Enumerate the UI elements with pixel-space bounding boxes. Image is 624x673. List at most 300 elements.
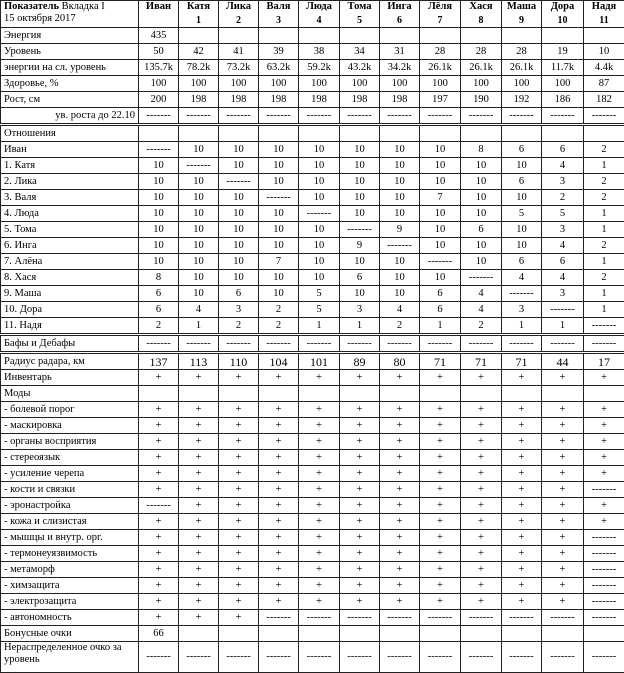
table-cell: + <box>584 418 624 434</box>
table-cell: 10 <box>461 158 502 174</box>
table-cell <box>179 28 219 44</box>
row-label: Радиус радара, км <box>1 353 139 370</box>
column-header <box>584 1 624 28</box>
row-label: Иван <box>1 142 139 158</box>
table-cell: 101 <box>299 353 340 370</box>
table-cell: 186 <box>542 92 584 108</box>
table-cell <box>584 28 624 44</box>
table-cell: 5 <box>299 286 340 302</box>
table-cell: 2 <box>380 318 420 335</box>
table-cell: 10 <box>502 222 542 238</box>
table-cell <box>380 386 420 402</box>
table-cell: ------- <box>542 335 584 353</box>
table-cell: + <box>299 402 340 418</box>
table-cell: + <box>461 578 502 594</box>
table-cell: 104 <box>259 353 299 370</box>
table-cell <box>502 125 542 142</box>
table-cell <box>219 28 259 44</box>
table-cell: 10 <box>299 174 340 190</box>
row-label: Моды <box>1 386 139 402</box>
table-cell: + <box>179 418 219 434</box>
table-cell: + <box>584 498 624 514</box>
table-cell: + <box>259 370 299 386</box>
table-cell: + <box>259 594 299 610</box>
column-header <box>139 1 179 28</box>
table-cell: 10 <box>380 142 420 158</box>
table-cell: ------- <box>502 286 542 302</box>
table-cell: 10 <box>340 190 380 206</box>
table-cell: + <box>219 610 259 626</box>
table-row <box>1 562 624 578</box>
table-cell: + <box>219 594 259 610</box>
table-cell: 2 <box>219 318 259 335</box>
table-row <box>1 353 624 370</box>
table-cell: 1 <box>584 158 624 174</box>
table-cell: 7 <box>259 254 299 270</box>
table-cell <box>179 626 219 642</box>
table-cell <box>584 125 624 142</box>
table-row <box>1 610 624 626</box>
table-row <box>1 546 624 562</box>
table-row <box>1 626 624 642</box>
table-cell: + <box>380 466 420 482</box>
table-cell: + <box>299 498 340 514</box>
table-row <box>1 270 624 286</box>
table-cell: 10 <box>340 142 380 158</box>
table-row <box>1 286 624 302</box>
table-cell: 80 <box>380 353 420 370</box>
table-cell: + <box>340 434 380 450</box>
table-cell: ------- <box>219 108 259 125</box>
table-cell: + <box>219 450 259 466</box>
table-cell <box>542 386 584 402</box>
table-cell: + <box>299 418 340 434</box>
table-cell: 10 <box>259 270 299 286</box>
table-cell: + <box>139 530 179 546</box>
table-cell: ------- <box>219 174 259 190</box>
table-cell: + <box>380 594 420 610</box>
table-cell: + <box>219 578 259 594</box>
table-cell: 10 <box>179 286 219 302</box>
table-cell: 10 <box>139 174 179 190</box>
table-cell: 1 <box>542 318 584 335</box>
table-cell: 10 <box>380 286 420 302</box>
table-cell: + <box>461 498 502 514</box>
table-cell: + <box>542 434 584 450</box>
table-cell: + <box>380 418 420 434</box>
header-title: Показатель <box>4 1 59 12</box>
table-cell <box>340 28 380 44</box>
table-cell: 10 <box>259 238 299 254</box>
table-cell: ------- <box>299 642 340 673</box>
table-cell: + <box>542 562 584 578</box>
table-cell: ------- <box>584 562 624 578</box>
table-cell: + <box>259 434 299 450</box>
table-cell <box>299 28 340 44</box>
table-cell: 10 <box>420 142 461 158</box>
table-cell: + <box>584 402 624 418</box>
table-cell: 10 <box>502 190 542 206</box>
table-cell: 1 <box>340 318 380 335</box>
table-cell: ------- <box>584 482 624 498</box>
row-label: Бафы и Дебафы <box>1 335 139 353</box>
table-cell: 3 <box>340 302 380 318</box>
table-cell: ------- <box>340 222 380 238</box>
table-cell <box>420 626 461 642</box>
table-row <box>1 642 624 673</box>
table-cell: + <box>299 370 340 386</box>
column-name: Хася <box>469 1 492 12</box>
table-cell: + <box>420 594 461 610</box>
table-cell: + <box>179 450 219 466</box>
table-cell: 42 <box>179 44 219 60</box>
table-cell <box>502 626 542 642</box>
column-number: 7 <box>421 15 459 27</box>
table-cell: 10 <box>420 206 461 222</box>
table-cell: + <box>139 370 179 386</box>
table-cell: ------- <box>542 302 584 318</box>
table-row <box>1 174 624 190</box>
row-label: - электрозащита <box>1 594 139 610</box>
table-row <box>1 108 624 125</box>
table-cell: + <box>340 562 380 578</box>
table-cell: 4 <box>380 302 420 318</box>
table-cell: + <box>259 450 299 466</box>
table-cell: 100 <box>420 76 461 92</box>
table-row <box>1 402 624 418</box>
table-cell <box>584 386 624 402</box>
row-label: Энергия <box>1 28 139 44</box>
table-cell: 100 <box>461 76 502 92</box>
table-cell: 2 <box>584 238 624 254</box>
table-cell: + <box>380 434 420 450</box>
table-cell: 78.2k <box>179 60 219 76</box>
table-cell: ------- <box>299 610 340 626</box>
table-cell <box>340 125 380 142</box>
table-cell: ------- <box>542 610 584 626</box>
table-cell: + <box>179 530 219 546</box>
table-cell: 100 <box>542 76 584 92</box>
table-cell: 10 <box>380 190 420 206</box>
table-row <box>1 302 624 318</box>
table-cell: 10 <box>299 222 340 238</box>
table-cell: + <box>259 546 299 562</box>
table-cell: 10 <box>461 206 502 222</box>
table-cell: 4 <box>179 302 219 318</box>
table-row <box>1 578 624 594</box>
table-cell: + <box>340 498 380 514</box>
table-cell: 10 <box>219 270 259 286</box>
table-cell <box>219 125 259 142</box>
table-cell: + <box>461 530 502 546</box>
table-cell: + <box>259 482 299 498</box>
row-label: Здоровье, % <box>1 76 139 92</box>
table-cell: 10 <box>179 270 219 286</box>
table-cell: 71 <box>420 353 461 370</box>
table-cell: + <box>380 402 420 418</box>
table-cell: + <box>219 402 259 418</box>
table-cell: ------- <box>584 610 624 626</box>
column-name: Дора <box>551 1 575 12</box>
table-cell: ------- <box>461 335 502 353</box>
column-name: Лёля <box>428 1 452 12</box>
table-cell: + <box>420 578 461 594</box>
table-cell <box>259 28 299 44</box>
table-cell: 198 <box>340 92 380 108</box>
table-cell: ------- <box>139 642 179 673</box>
table-cell: ------- <box>299 206 340 222</box>
table-cell: ------- <box>502 335 542 353</box>
table-cell: + <box>219 434 259 450</box>
column-number: 4 <box>300 15 338 27</box>
table-cell: + <box>502 530 542 546</box>
table-cell: + <box>420 418 461 434</box>
table-row <box>1 222 624 238</box>
table-cell <box>461 28 502 44</box>
table-cell: + <box>299 434 340 450</box>
table-cell: 59.2k <box>299 60 340 76</box>
row-label: - эронастройка <box>1 498 139 514</box>
table-cell: ------- <box>340 335 380 353</box>
table-cell: ------- <box>380 238 420 254</box>
table-cell: + <box>139 610 179 626</box>
column-name: Лика <box>226 1 251 12</box>
table-cell: 2 <box>259 302 299 318</box>
table-cell: ------- <box>584 335 624 353</box>
column-number: 1 <box>180 15 217 27</box>
table-cell: 1 <box>420 318 461 335</box>
table-row <box>1 450 624 466</box>
table-cell: 44 <box>542 353 584 370</box>
table-cell <box>259 626 299 642</box>
table-cell: + <box>299 594 340 610</box>
table-cell: + <box>340 482 380 498</box>
table-cell: 4 <box>502 270 542 286</box>
row-label: - автономность <box>1 610 139 626</box>
column-name: Катя <box>187 1 210 12</box>
table-cell: + <box>502 482 542 498</box>
column-number: 11 <box>585 15 623 27</box>
table-cell: 113 <box>179 353 219 370</box>
table-cell <box>179 125 219 142</box>
table-cell: + <box>219 530 259 546</box>
table-cell: 10 <box>340 254 380 270</box>
table-cell: 6 <box>502 174 542 190</box>
table-cell: + <box>219 482 259 498</box>
table-row <box>1 370 624 386</box>
table-cell: 10 <box>259 206 299 222</box>
table-cell: ------- <box>420 254 461 270</box>
table-cell: 10 <box>219 190 259 206</box>
table-cell: + <box>340 594 380 610</box>
header-date: 15 октября 2017 <box>4 13 76 24</box>
table-cell: 26.1k <box>502 60 542 76</box>
table-cell: 2 <box>259 318 299 335</box>
table-cell: ------- <box>139 498 179 514</box>
table-cell: + <box>219 466 259 482</box>
row-label: ув. роста до 22.10 <box>1 108 139 125</box>
table-cell: ------- <box>340 610 380 626</box>
column-number: 5 <box>341 15 378 27</box>
table-cell: 100 <box>219 76 259 92</box>
table-cell: 10 <box>139 222 179 238</box>
row-label: Инвентарь <box>1 370 139 386</box>
table-cell: 10 <box>461 238 502 254</box>
table-cell: 6 <box>502 142 542 158</box>
table-cell: ------- <box>259 610 299 626</box>
table-cell: ------- <box>259 642 299 673</box>
table-cell: 10 <box>299 158 340 174</box>
column-header <box>380 1 420 28</box>
table-cell: 3 <box>502 302 542 318</box>
table-cell <box>502 386 542 402</box>
table-cell: + <box>584 434 624 450</box>
table-cell: 2 <box>584 270 624 286</box>
table-cell: ------- <box>139 108 179 125</box>
table-cell: + <box>420 546 461 562</box>
table-cell: + <box>502 418 542 434</box>
table-cell: 71 <box>502 353 542 370</box>
table-cell: + <box>340 514 380 530</box>
table-row <box>1 60 624 76</box>
table-cell: 198 <box>179 92 219 108</box>
table-cell: 10 <box>259 174 299 190</box>
table-cell: 4 <box>542 270 584 286</box>
row-label: энергии на сл. уровень <box>1 60 139 76</box>
table-cell: 10 <box>420 270 461 286</box>
table-cell: ------- <box>179 108 219 125</box>
table-row <box>1 386 624 402</box>
table-cell: + <box>139 466 179 482</box>
table-cell: 100 <box>139 76 179 92</box>
table-cell: ------- <box>179 335 219 353</box>
table-cell <box>542 28 584 44</box>
table-cell: + <box>139 434 179 450</box>
table-cell: + <box>380 482 420 498</box>
table-cell: ------- <box>259 108 299 125</box>
table-cell: + <box>179 402 219 418</box>
table-cell: 26.1k <box>420 60 461 76</box>
row-label: Нераспределенное очко за уровень <box>1 642 139 673</box>
table-cell: ------- <box>584 642 624 673</box>
table-cell: + <box>584 514 624 530</box>
table-cell: 6 <box>461 222 502 238</box>
table-cell: ------- <box>340 642 380 673</box>
row-label: 2. Лика <box>1 174 139 190</box>
column-header <box>259 1 299 28</box>
table-cell: 10 <box>340 286 380 302</box>
table-cell: 63.2k <box>259 60 299 76</box>
table-cell: + <box>461 450 502 466</box>
table-cell: + <box>380 450 420 466</box>
table-cell: 9 <box>380 222 420 238</box>
table-cell: + <box>299 530 340 546</box>
table-cell: 1 <box>584 254 624 270</box>
table-cell: 10 <box>380 158 420 174</box>
table-cell: + <box>259 514 299 530</box>
table-cell <box>461 386 502 402</box>
table-cell: 8 <box>461 142 502 158</box>
table-cell: 1 <box>584 302 624 318</box>
table-cell: + <box>502 466 542 482</box>
table-row <box>1 76 624 92</box>
table-cell: 4 <box>542 238 584 254</box>
table-cell: 66 <box>139 626 179 642</box>
table-cell: 192 <box>502 92 542 108</box>
table-cell: + <box>219 370 259 386</box>
row-label: Бонусные очки <box>1 626 139 642</box>
table-cell: 6 <box>139 302 179 318</box>
table-cell: 10 <box>420 158 461 174</box>
column-header <box>502 1 542 28</box>
table-cell: + <box>380 546 420 562</box>
table-cell: ------- <box>584 546 624 562</box>
table-row <box>1 254 624 270</box>
row-label: - органы восприятия <box>1 434 139 450</box>
table-cell: + <box>420 370 461 386</box>
table-cell <box>380 28 420 44</box>
table-cell: + <box>461 370 502 386</box>
table-cell: 6 <box>542 254 584 270</box>
table-cell: 10 <box>179 254 219 270</box>
table-cell <box>542 125 584 142</box>
table-cell <box>584 626 624 642</box>
row-label: - болевой порог <box>1 402 139 418</box>
column-number: 2 <box>220 15 257 27</box>
column-header <box>219 1 259 28</box>
table-cell <box>340 386 380 402</box>
table-cell: ------- <box>420 108 461 125</box>
table-cell: + <box>380 562 420 578</box>
table-cell: 198 <box>219 92 259 108</box>
table-cell: 6 <box>420 302 461 318</box>
table-cell: 10 <box>502 158 542 174</box>
table-cell: 10 <box>380 270 420 286</box>
table-cell <box>259 125 299 142</box>
table-cell: 26.1k <box>461 60 502 76</box>
table-cell: 10 <box>461 190 502 206</box>
table-cell: + <box>420 562 461 578</box>
column-name: Тома <box>348 1 372 12</box>
column-header <box>340 1 380 28</box>
table-cell: 2 <box>461 318 502 335</box>
table-cell: 135.7k <box>139 60 179 76</box>
table-cell: 198 <box>259 92 299 108</box>
table-cell: + <box>139 402 179 418</box>
table-cell: 8 <box>139 270 179 286</box>
table-cell: 6 <box>219 286 259 302</box>
table-cell: + <box>584 466 624 482</box>
table-cell: 100 <box>502 76 542 92</box>
column-name: Валя <box>267 1 291 12</box>
table-cell: + <box>502 370 542 386</box>
row-label: - кожа и слизистая <box>1 514 139 530</box>
table-cell <box>219 386 259 402</box>
table-row <box>1 44 624 60</box>
table-cell: + <box>542 418 584 434</box>
table-cell: + <box>219 546 259 562</box>
table-cell: ------- <box>584 318 624 335</box>
table-cell: + <box>179 594 219 610</box>
table-cell: + <box>179 482 219 498</box>
row-label: Отношения <box>1 125 139 142</box>
table-cell: 28 <box>461 44 502 60</box>
table-cell: 1 <box>584 286 624 302</box>
table-cell <box>420 125 461 142</box>
table-cell: ------- <box>584 530 624 546</box>
table-cell: 11.7k <box>542 60 584 76</box>
table-cell: 39 <box>259 44 299 60</box>
